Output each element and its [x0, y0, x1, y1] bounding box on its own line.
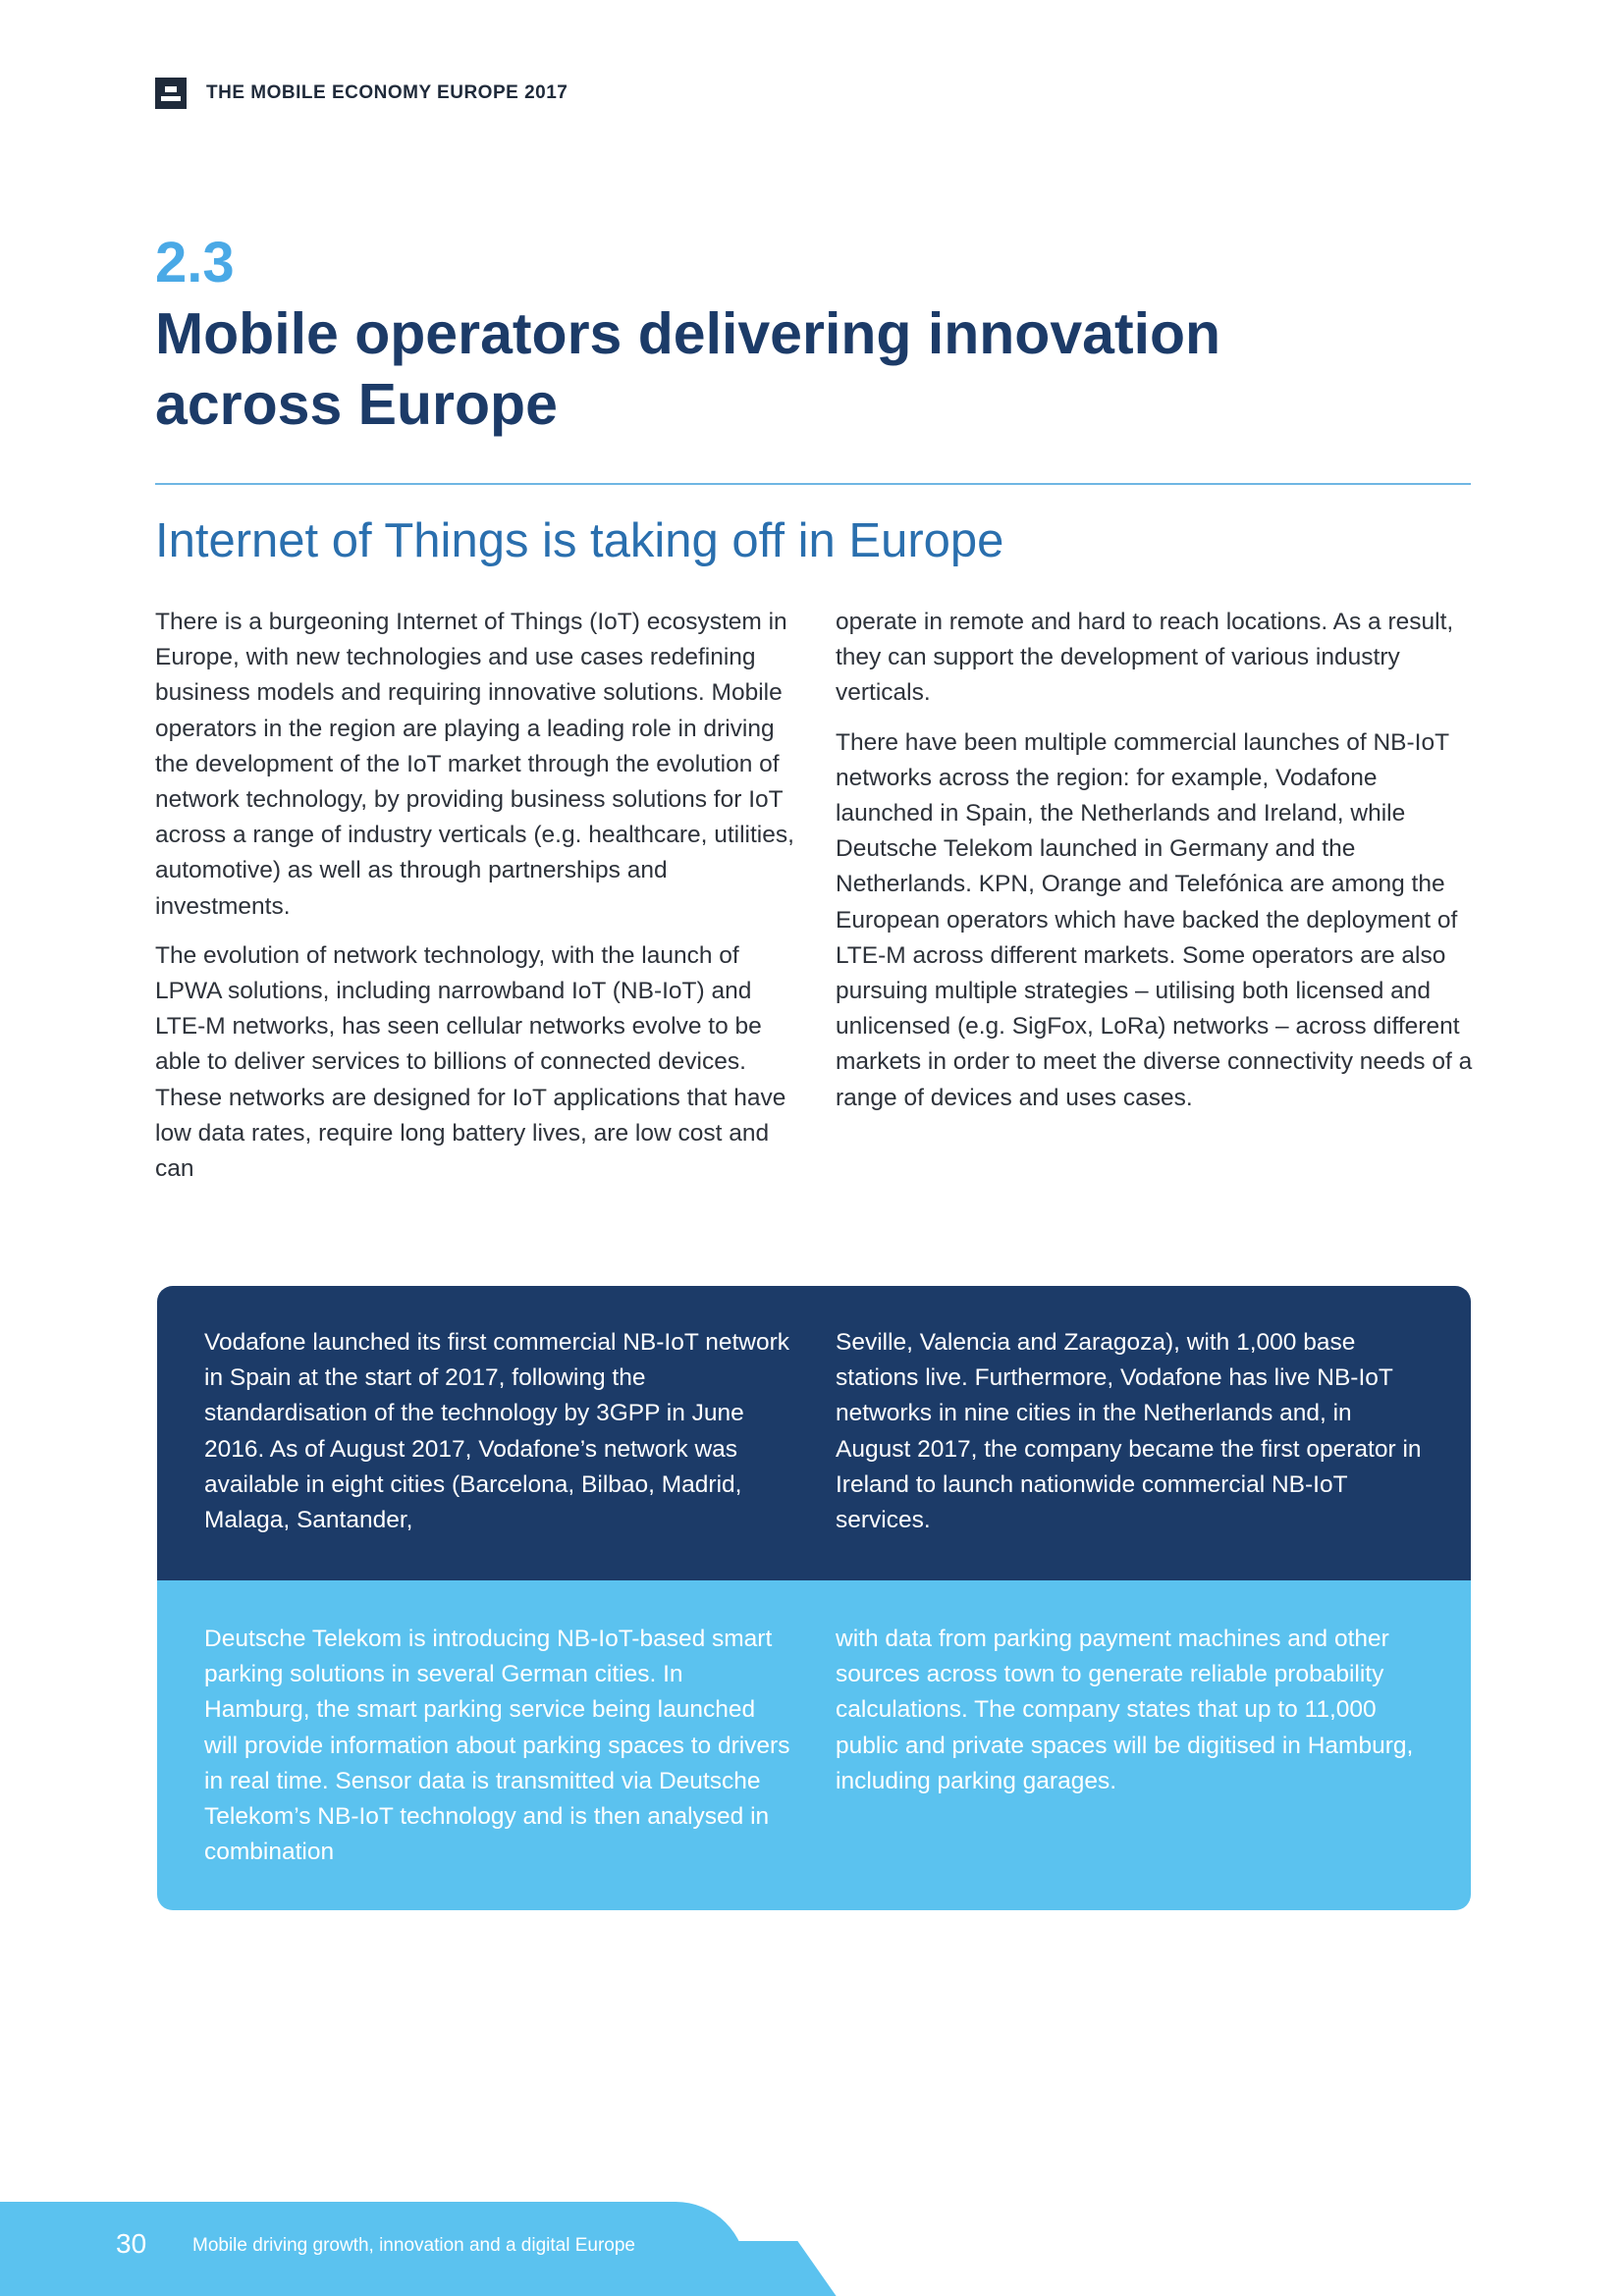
body-paragraph: There is a burgeoning Internet of Things (IoT) ecosystem in Europe, with new technologies and use cases redefining business models and requiring innovative solutions. Mobile operators in the region are playing a leading role in driving the development of the IoT market through the evolution of network technology, by providing business solutions for IoT across a range of industry verticals (e.g. healthcare, utilities, automotive) as well as through partnerships and investments.: [155, 609, 794, 920]
case-text-right: with data from parking payment machines and other sources across town to generate reliable probability calculations. The company states that up to 11,000 public and private spaces will be digitised in Hamburg, including parking garages.: [836, 1626, 1414, 1794]
section-number: 2.3: [155, 231, 235, 294]
subheading: Internet of Things is taking off in Europe: [155, 514, 1004, 567]
body-paragraph: The evolution of network technology, with the launch of LPWA solutions, including narrowband IoT (NB-IoT) and LTE-M networks, has seen cellular networks evolve to be able to deliver services to billions of connected devices. These networks are designed for IoT applications that have low data rates, require long battery lives, are low cost and can: [155, 941, 786, 1183]
footer-text: Mobile driving growth, innovation and a digital Europe: [192, 2235, 635, 2256]
page-number: 30: [116, 2228, 147, 2259]
vodafone-case-box: [157, 1286, 1471, 1580]
body-paragraph: operate in remote and hard to reach locations. As a result, they can support the development of various industry verticals.: [836, 609, 1454, 707]
page-header: [155, 77, 568, 110]
section-title: Mobile operators delivering innovation across Europe: [155, 301, 1221, 437]
case-text-left: Deutsche Telekom is introducing NB-IoT-based smart parking solutions in several German cities. In Hamburg, the smart parking service being launched will provide information about parking spaces to drivers in real time. Sensor data is transmitted via Deutsche Telekom’s NB-IoT technology and is then analysed in combination: [204, 1626, 790, 1866]
body-column-right: [836, 605, 1479, 1130]
body-paragraph: There have been multiple commercial launches of NB-IoT networks across the region: for example, Vodafone launched in Spain, the Netherlands and Ireland, while Deutsche Telekom launched in Germany and the Netherlands. KPN, Orange and Telefónica are among the European operators which have backed the deployment of LTE-M across different markets. Some operators are also pursuing multiple strategies – utilising both licensed and unlicensed (e.g. SigFox, LoRa) networks – across different markets in order to meet the diverse connectivity needs of a range of devices and uses cases.: [836, 728, 1473, 1111]
case-text-right: Seville, Valencia and Zaragoza), with 1,000 base stations live. Furthermore, Vodafone has live NB-IoT networks in nine cities in the Netherlands and, in August 2017, the company became the first operator in Ireland to launch nationwide commercial NB-IoT services.: [836, 1329, 1422, 1534]
case-text-left: Vodafone launched its first commercial NB-IoT network in Spain at the start of 2017, following the standardisation of the technology by 3GPP in June 2016. As of August 2017, Vodafone’s network was available in eight cities (Barcelona, Bilbao, Madrid, Malaga, Santander,: [204, 1329, 789, 1534]
header-title: THE MOBILE ECONOMY EUROPE 2017: [206, 82, 568, 103]
title-divider: [155, 483, 1471, 485]
report-logo-icon: [155, 78, 187, 109]
body-column-left: [155, 605, 803, 1201]
telekom-case-box: [157, 1580, 1471, 1910]
